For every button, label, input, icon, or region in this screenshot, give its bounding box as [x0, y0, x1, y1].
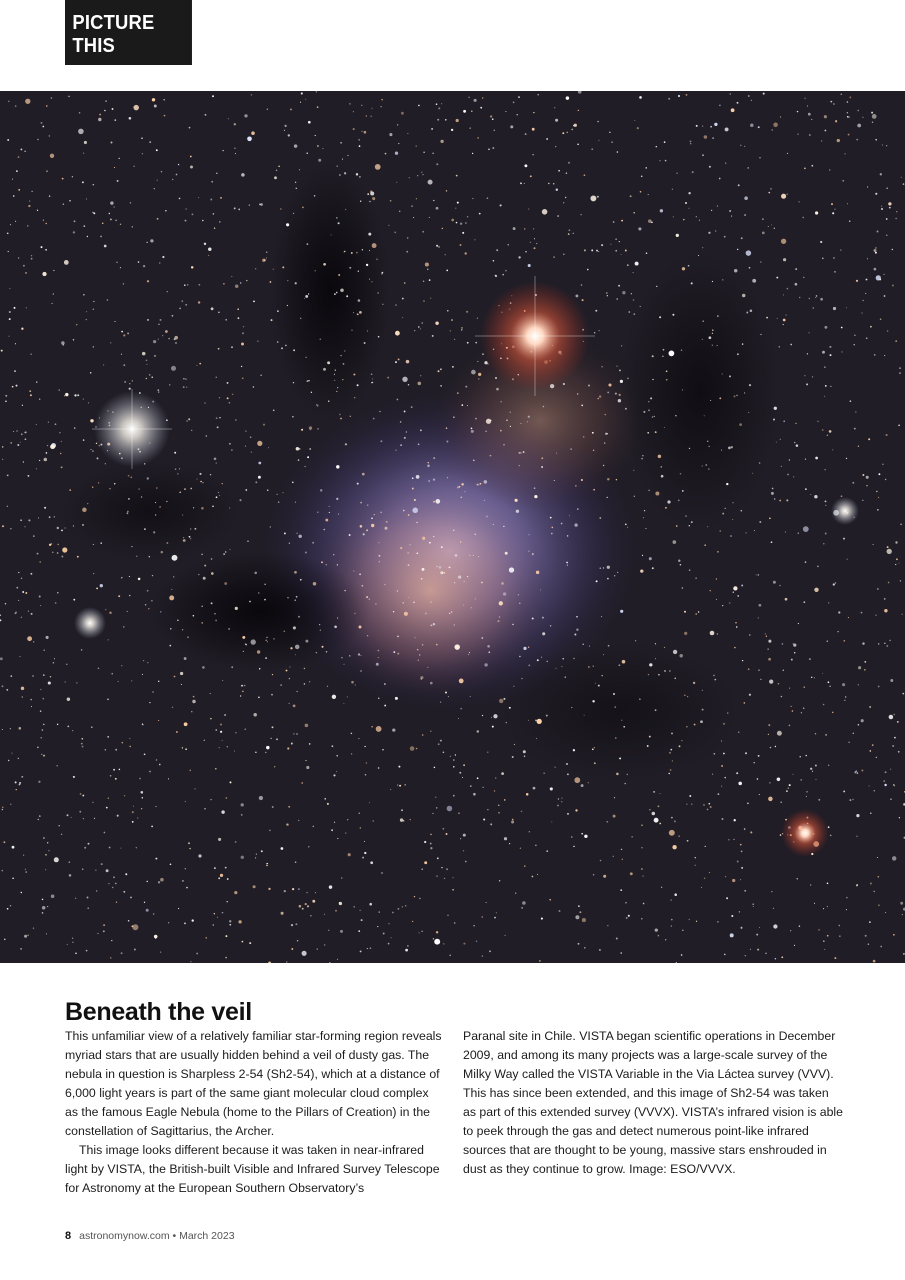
nebula-photo [0, 91, 905, 963]
page-number: 8 [65, 1230, 72, 1242]
section-label: PICTURE THIS [65, 0, 192, 65]
article-headline: Beneath the veil [65, 998, 252, 1026]
article-paragraph: Paranal site in Chile. VISTA began scientific operations in December 2009, and among its many projects was a large-scale survey of the Milky Way called the VISTA Variable in the Via Láctea survey (VVV). This has since been extended, and this image of Sh2-54 was taken as part of this extended survey (VVVX). VISTA’s infrared vision is able to peek through the gas and detect numerous point-like infrared sources that are thought to be young, massive stars enshrouded in dust as they continue to grow. Image: ESO/VVVX. [463, 1029, 844, 1176]
article-body-right [463, 1027, 843, 1179]
article-body-left [65, 1027, 445, 1198]
footer-site-date: astronomynow.com • March 2023 [79, 1230, 235, 1242]
article-paragraph: This image looks different because it was taken in near-infrared light by VISTA, the British-built Visible and Infrared Survey Telescope for Astronomy at the European Southern Observatory’s [65, 1143, 440, 1195]
page-footer [65, 1230, 235, 1242]
article-paragraph: This unfamiliar view of a relatively familiar star-forming region reveals myriad stars that are usually hidden behind a veil of dusty gas. The nebula in question is Sharpless 2-54 (Sh2-54), which at a distance of 6,000 light years is part of the same giant molecular cloud complex as the famous Eagle Nebula (home to the Pillars of Creation) in the constellation of Sagittarius, the Archer. [65, 1029, 442, 1138]
